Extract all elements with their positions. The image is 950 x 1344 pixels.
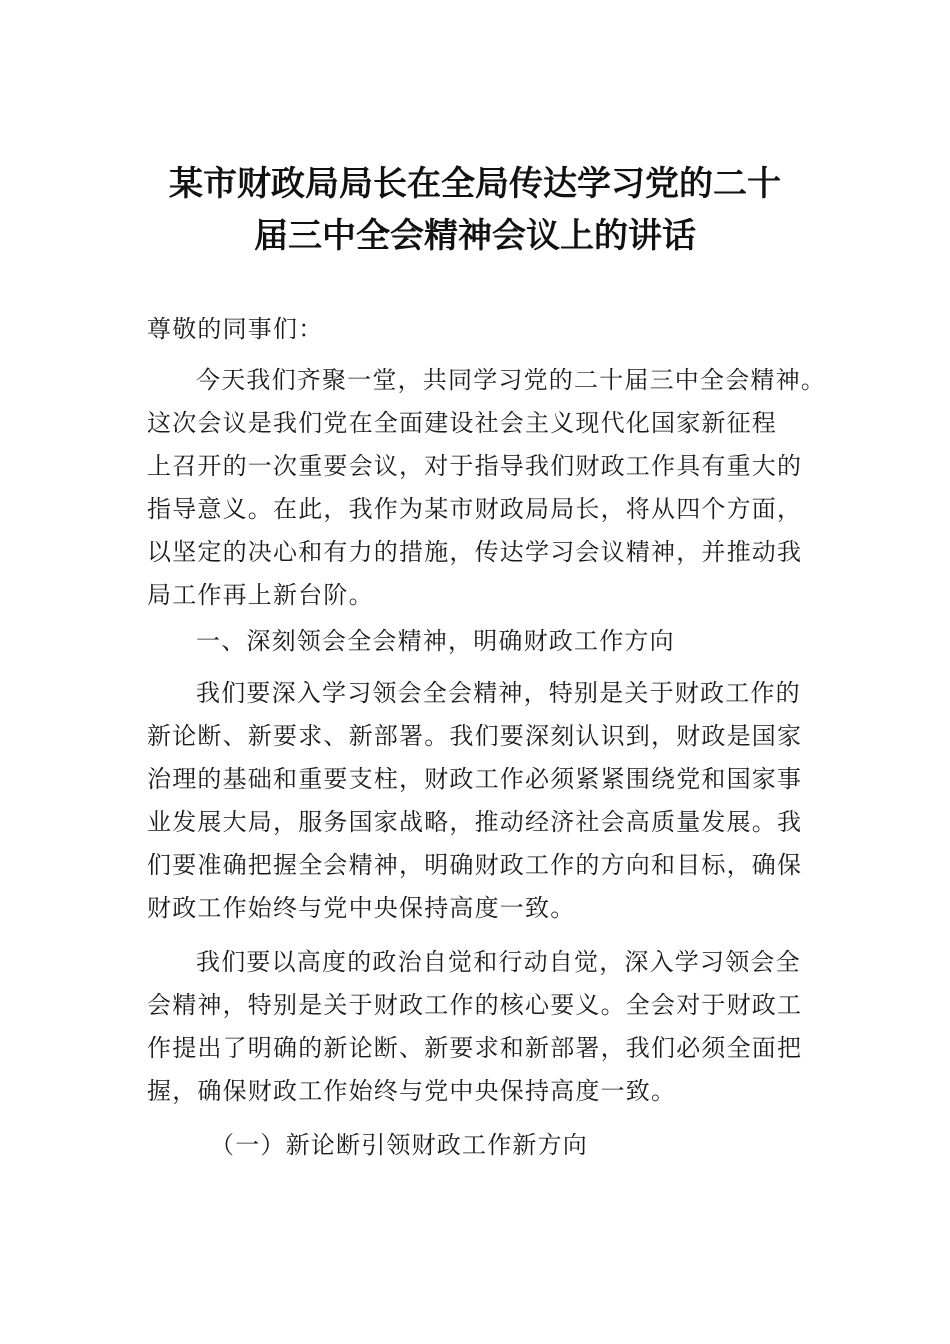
paragraph-line: 财政工作始终与党中央保持高度一致。 [147, 894, 576, 922]
paragraph-line: 局工作再上新台阶。 [147, 581, 374, 609]
paragraph-line: 指导意义。在此，我作为某市财政局局长，将从四个方面， [147, 495, 803, 523]
paragraph-line: 握，确保财政工作始终与党中央保持高度一致。 [147, 1077, 677, 1105]
paragraph-line: 上召开的一次重要会议，对于指导我们财政工作具有重大的 [147, 452, 803, 480]
paragraph-line: 作提出了明确的新论断、新要求和新部署，我们必须全面把 [147, 1034, 803, 1062]
paragraph-line: 我们要深入学习领会全会精神，特别是关于财政工作的 [196, 679, 801, 707]
paragraph-line: 这次会议是我们党在全面建设社会主义现代化国家新征程 [147, 409, 777, 437]
document-title [120, 158, 830, 262]
title-line: 届三中全会精神会议上的讲话 [254, 216, 696, 256]
paragraph-line: 会精神，特别是关于财政工作的核心要义。全会对于财政工 [147, 991, 803, 1019]
paragraph-section-1a [147, 672, 807, 930]
salutation: 尊敬的同事们： [147, 315, 324, 343]
paragraph-line: 我们要以高度的政治自觉和行动自觉，深入学习领会全 [196, 948, 801, 976]
paragraph-line: 今天我们齐聚一堂，共同学习党的二十届三中全会精神。 [196, 366, 826, 394]
paragraph-line: 们要准确把握全会精神，明确财政工作的方向和目标，确保 [147, 851, 803, 879]
paragraph-line: 治理的基础和重要支柱，财政工作必须紧紧围绕党和国家事 [147, 765, 803, 793]
section-heading-1: 一、深刻领会全会精神，明确财政工作方向 [196, 627, 675, 655]
title-line: 某市财政局局长在全局传达学习党的二十 [169, 164, 781, 204]
paragraph-line: 以坚定的决心和有力的措施，传达学习会议精神，并推动我 [147, 538, 803, 566]
paragraph-line: 业发展大局，服务国家战略，推动经济社会高质量发展。我 [147, 808, 803, 836]
paragraph-intro [147, 359, 826, 617]
subsection-heading-1: （一）新论断引领财政工作新方向 [210, 1131, 588, 1159]
paragraph-section-1b [147, 941, 807, 1113]
paragraph-line: 新论断、新要求、新部署。我们要深刻认识到，财政是国家 [147, 722, 803, 750]
